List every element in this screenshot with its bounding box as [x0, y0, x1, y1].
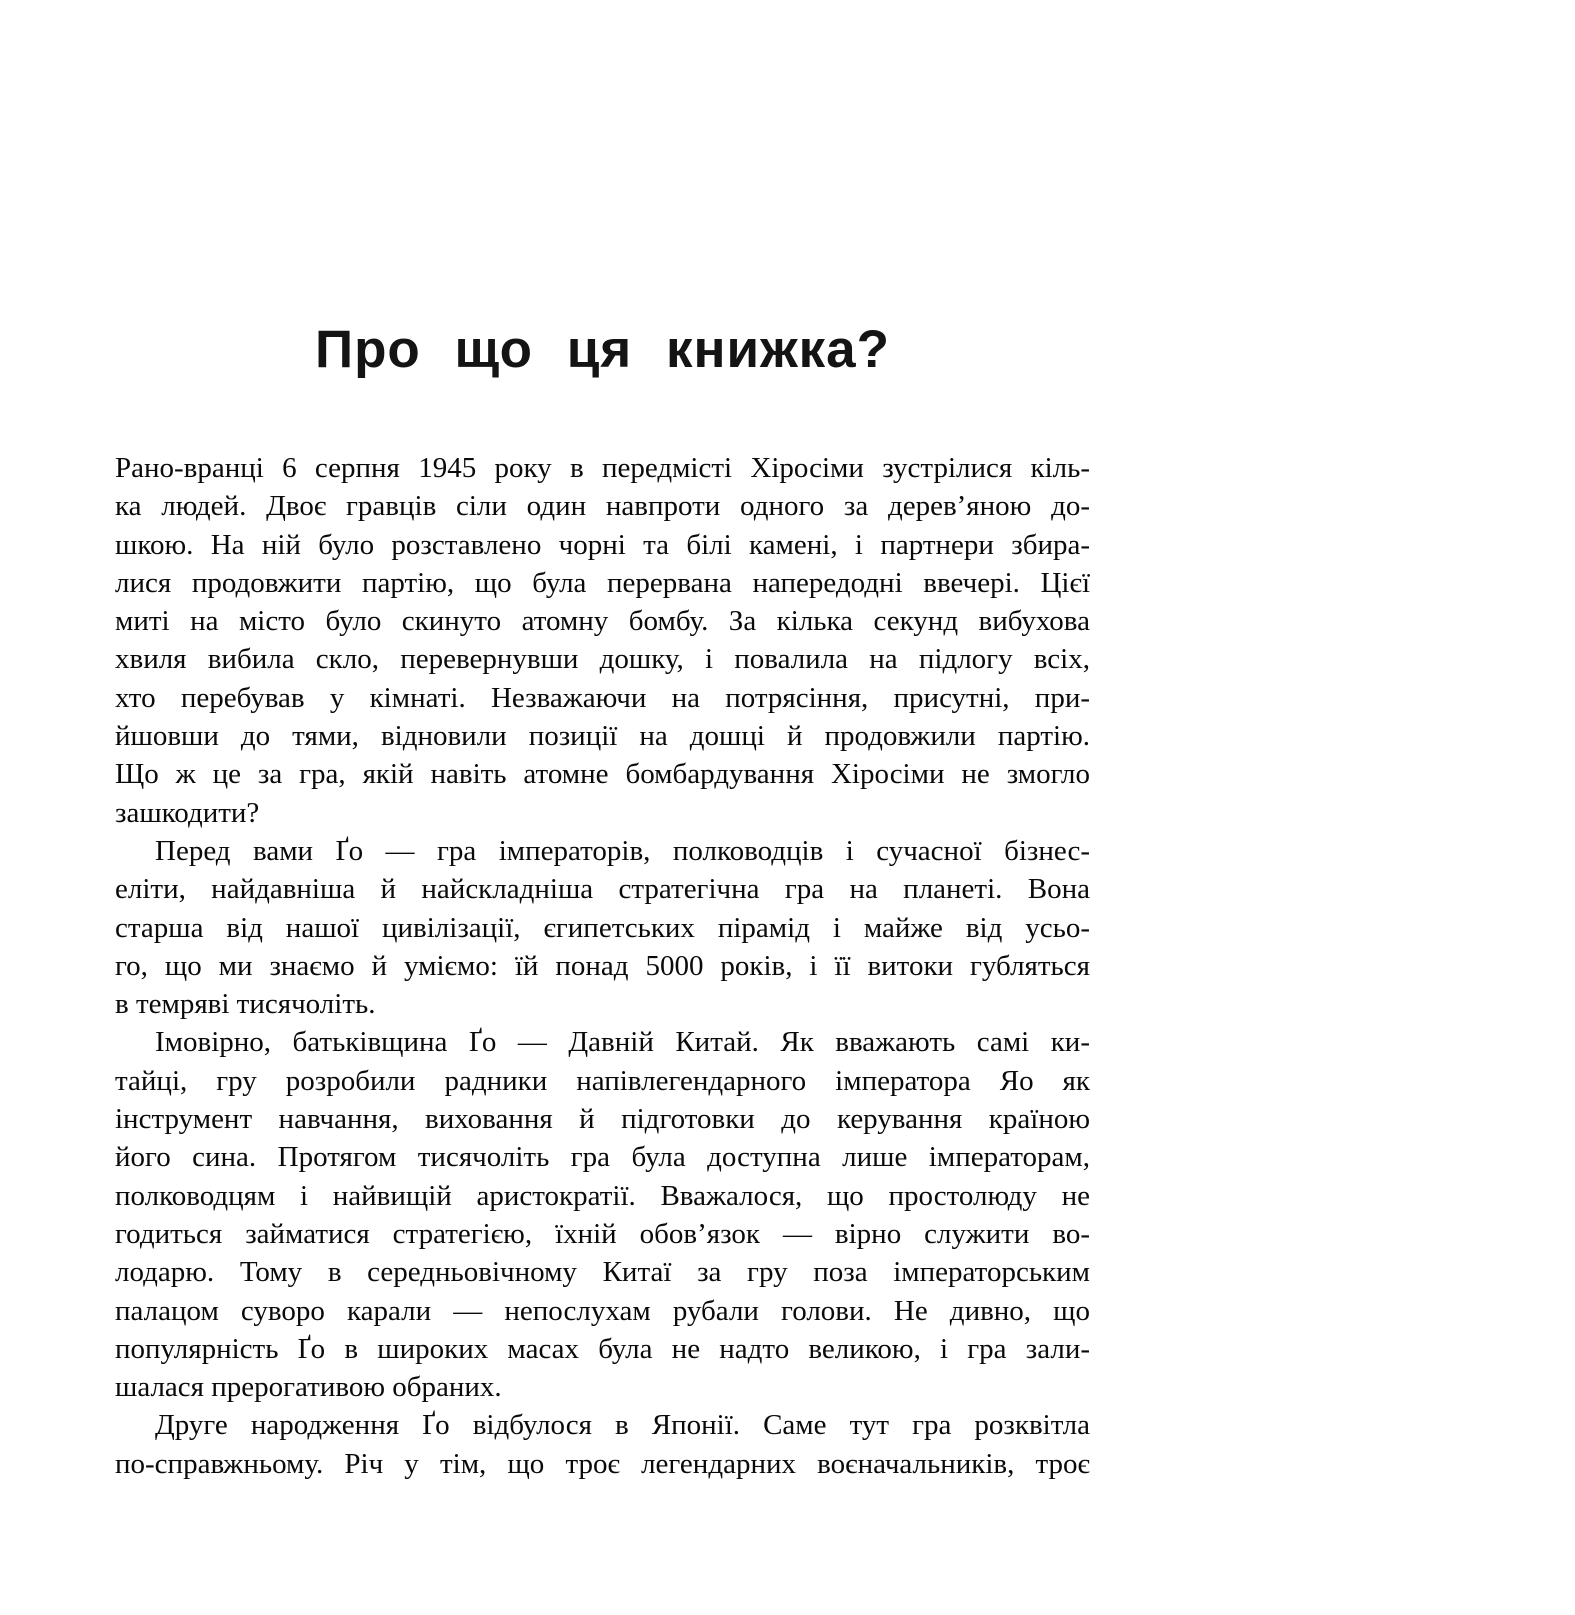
chapter-title: Про що ця книжка? — [314, 320, 891, 379]
paragraph — [115, 1023, 1090, 1406]
text-line: популярність Ґо в широких масах була не надто великою, і гра зали- — [115, 1332, 1090, 1365]
text-line: Перед вами Ґо — гра імператорів, полководців і сучасної бізнес- — [155, 834, 1090, 867]
text-line: годиться займатися стратегією, їхній обов’язок — вірно служити во- — [115, 1217, 1090, 1250]
text-line: миті на місто було скинуто атомну бомбу. За кілька секунд вибухова — [115, 605, 1090, 638]
text-line: лодарю. Тому в середньовічному Китаї за гру поза імператорським — [115, 1256, 1090, 1289]
text-line: палацом суворо карали — непослухам рубали голови. Не дивно, що — [115, 1294, 1090, 1327]
text-line: хто перебував у кімнаті. Незважаючи на потрясіння, присутні, при- — [115, 681, 1090, 714]
paragraph — [115, 832, 1090, 1023]
text-line: Друге народження Ґо відбулося в Японії. Саме тут гра розквітла — [155, 1409, 1090, 1442]
text-line: йшовши до тями, відновили позиції на дошці й продовжили партію. — [115, 720, 1090, 753]
body-text — [115, 449, 1090, 1483]
text-line: його сина. Протягом тисячоліть гра була доступна лише імператорам, — [115, 1141, 1090, 1174]
text-line: полководцям і найвищій аристократії. Вважалося, що простолюду не — [115, 1179, 1090, 1212]
text-line: Рано-вранці 6 серпня 1945 року в передмісті Хіросіми зустрілися кіль- — [115, 452, 1090, 484]
text-line: інструмент навчання, виховання й підготовки до керування країною — [115, 1103, 1090, 1136]
text-line: хвиля вибила скло, перевернувши дошку, і повалила на підлогу всіх, — [115, 643, 1090, 676]
text-line: шкою. На ній було розставлено чорні та білі камені, і партнери збира- — [115, 528, 1090, 561]
text-line: ка людей. Двоє гравців сіли один навпроти одного за дерев’яною до- — [115, 490, 1090, 523]
text-line: старша від нашої цивілізації, єгипетських пірамід і майже від усьо- — [115, 911, 1090, 944]
paragraph — [115, 1406, 1090, 1483]
text-line: шалася прерогативою обраних. — [115, 1371, 502, 1404]
text-line: го, що ми знаємо й уміємо: їй понад 5000 років, і її витоки губляться — [115, 949, 1090, 982]
text-line: по-справжньому. Річ у тім, що троє легендарних воєначальників, троє — [115, 1447, 1090, 1480]
text-line: еліти, найдавніша й найскладніша стратегічна гра на планеті. Вона — [115, 873, 1090, 906]
paragraph — [115, 449, 1090, 832]
text-line: зашкодити? — [115, 796, 260, 829]
text-line: лися продовжити партію, що була перервана напередодні ввечері. Цієї — [115, 566, 1090, 599]
text-line: Імовірно, батьківщина Ґо — Давній Китай. Як вважають самі ки- — [155, 1026, 1090, 1059]
text-line: в темряві тисячоліть. — [115, 988, 376, 1021]
text-line: тайці, гру розробили радники напівлегендарного імператора Яо як — [115, 1064, 1090, 1097]
text-line: Що ж це за гра, якій навіть атомне бомбардування Хіросіми не змогло — [115, 758, 1090, 791]
